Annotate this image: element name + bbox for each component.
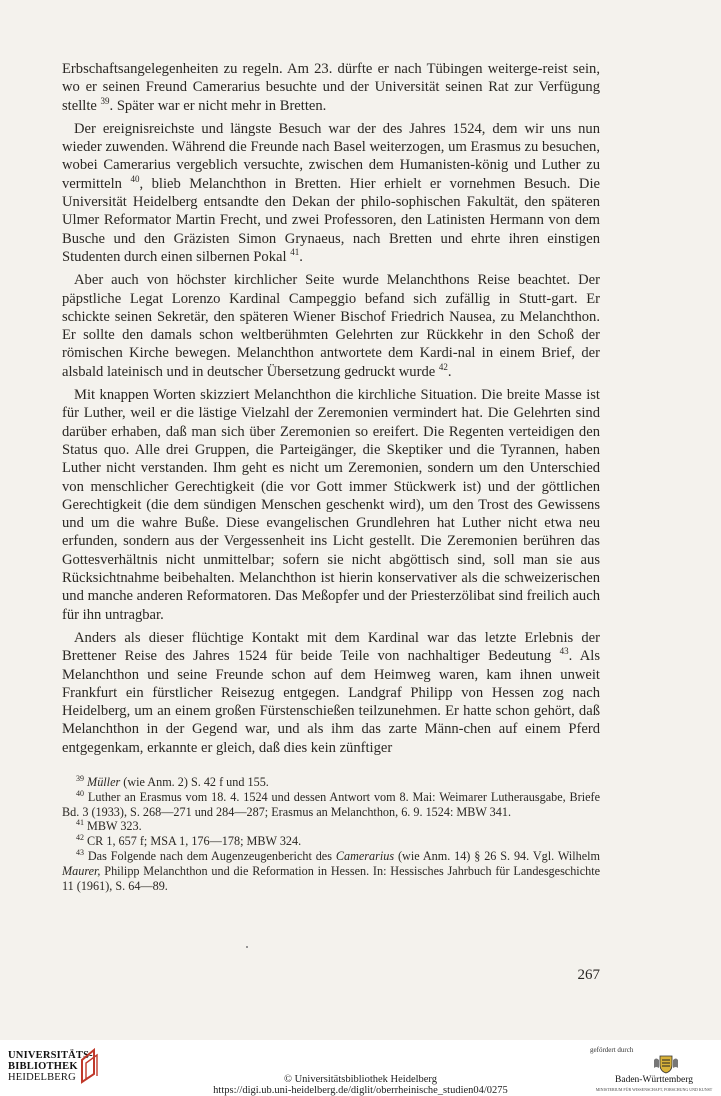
italic-text: Maurer,: [62, 863, 101, 878]
footnotes: [62, 775, 600, 893]
text-run: Luther an Erasmus vom 18. 4. 1524 und dessen Antwort vom 8. Mai: Weimarer Lutherausgabe, Briefe Bd. 3 (1933), S. 268—271 und 284—287; Erasmus an Melanchthon, 6. 9. 1524: MBW 341.: [62, 789, 601, 819]
italic-text: Camerarius: [335, 848, 395, 863]
text-run: MBW 323.: [87, 819, 142, 834]
paragraph: [62, 386, 600, 624]
text-run: Aber auch von höchster kirchlicher Seite wurde Melanchthons Reise beachtet. Der päpstliche Legat Lorenzo Kardinal Campeggio befand sich zufällig in Stutt-gart. Er schickte seinen Sekretär, den späteren Wiener Bischof Friedrich Nausea, zu Melanchthon. Er sollte den damals schon weltberühmten Gelehrten zur Rückkehr in den Schoß der römischen Kirche bewegen. Melanchthon antwortete dem Kardi-nal in einem Brief, der alsbald lateinisch und in deutscher Übersetzung gedruckt wurde: [62, 272, 600, 380]
text-run: Der ereignisreichste und längste Besuch war der des Jahres 1524, dem wir uns nun wieder zuwenden. Während die Freunde nach Basel weiterzogen, um Erasmus zu besuchen, wobei Camerarius vergeblich versuchte, zwischen dem Humanisten-könig und Luther zu vermitteln: [62, 120, 600, 192]
paragraph: [62, 271, 600, 381]
footnote: [62, 790, 600, 820]
footnote: [62, 849, 600, 893]
ministry-name: MINISTERIUM FÜR WISSENSCHAFT, FORSCHUNG UND KUNST: [595, 1087, 713, 1092]
footnote-number: 40: [76, 788, 84, 798]
footnote-reference: 43: [559, 646, 569, 657]
italic-text: Müller: [87, 775, 121, 789]
text-run: .: [299, 248, 303, 265]
footnote: [62, 775, 600, 790]
footnote-number: 41: [76, 818, 84, 828]
paragraph: [62, 120, 600, 266]
text-run: Mit knappen Worten skizziert Melanchthon die kirchliche Situation. Die breite Masse ist für Luther, weil er die lästige Vielzahl der Zeremonien vermindert hat. Die Gelehrten sind darüber erhaben, daß man sich über Zeremonien so ereifert. Die Regenten verteidigen den Status quo. Alle drei Gruppen, die Parteigänger, die Skeptiker und die Tyrannen, haben Luther nicht verstanden. Ihm geht es nicht um Zeremonien, sondern um den Unterschied von menschlicher Gerechtigkeit (die vor Gott immer Stückwerk ist) und der göttlichen Gerechtigkeit (die dem sündigen Menschen geschenkt wird), um den Trost des Gewissens und um die wahre Buße. Diese evangelischen Grundlehren hat Luther nicht etwa neu erfunden, sondern aus der Vergessenheit ins Licht gestellt. Die Zeremonien berühren das Gottesverhältnis nicht unmittelbar; sofern sie nicht abgöttisch sind, soll man sie aus Rücksichtnahme beibehalten. Melanchthon ist hierin konservativer als die schweizerischen und manche anderen Reformatoren. Das Meßopfer und der Priesterzölibat sind freilich auch für ihn untragbar.: [62, 387, 600, 623]
permalink-url[interactable]: https://digi.ub.uni-heidelberg.de/diglit/oberrheinische_studien04/0275: [213, 1085, 508, 1096]
footnote: [62, 819, 600, 834]
library-name-line1: UNIVERSITÄTS-: [8, 1050, 93, 1061]
text-run: Das Folgende nach dem Augenzeugenbericht des: [87, 848, 336, 863]
text-run: (wie Anm. 14) § 26 S. 94. Vgl. Wilhelm: [394, 848, 600, 863]
copyright-notice: © Universitätsbibliothek Heidelberg: [283, 1074, 437, 1085]
footnote: [62, 834, 600, 849]
state-coat-of-arms-icon: [652, 1054, 680, 1074]
text-run: Erbschaftsangelegenheiten zu regeln. Am 23. dürfte er nach Tübingen weiterge-reist sein, wo er seinen Freund Camerarius besuchte und der Universität seinen Rat zur Verfügung stellte: [62, 61, 600, 114]
body-text: [62, 60, 600, 757]
text-run: (wie Anm. 2) S. 42 f und 155.: [120, 775, 269, 789]
text-run: Anders als dieser flüchtige Kontakt mit dem Kardinal war das letzte Erlebnis der Brettener Reise des Jahres 1524 für beide Teile von nachhaltiger Bedeutung: [62, 629, 600, 665]
state-name: Baden-Württemberg: [615, 1075, 693, 1085]
text-run: .: [447, 363, 452, 380]
page-number: 267: [577, 967, 600, 983]
paragraph: [62, 629, 600, 757]
footnote-reference: 41: [290, 247, 300, 258]
funding-label: gefördert durch: [590, 1046, 634, 1054]
footnote-reference: 39: [100, 95, 110, 106]
text-run: , blieb Melanchthon in Bretten. Hier erhielt er vornehmen Besuch. Die Universität Heidelberg entsandte den Dekan der philo-sophischen Fakultät, den späteren Ulmer Reformator Martin Frecht, und zwei Professoren, den Latinisten Hermann von dem Busche und den Gräzisten Simon Grynaeus, nach Bretten und ehrte ihren einstigen Studenten durch einen silbernen Pokal: [62, 175, 600, 265]
scan-speck: [246, 946, 248, 948]
text-run: CR 1, 657 f; MSA 1, 176—178; MBW 324.: [87, 834, 302, 849]
footnote-number: 39: [76, 773, 84, 783]
footnote-reference: 42: [438, 361, 448, 372]
library-name-line2: BIBLIOTHEK: [8, 1061, 78, 1072]
text-run: . Als Melanchthon und seine Freunde schon auf dem Heimweg waren, kam ihnen unweit Frankfurt ein fürstlicher Reisezug entgegen. Landgraf Philipp von Hessen zog nach Heidelberg, um an einem großen Fürstenschießen teilzunehmen. Er hatte schon gehört, daß Melanchthon in der Gegend war, und als ihm das zarte Männ-chen auf einem Pferd entgegenkam, erkannte er gleich, daß dies kein zünftiger: [62, 648, 601, 756]
footnote-number: 42: [76, 833, 84, 843]
text-run: . Später war er nicht mehr in Bretten.: [109, 97, 327, 114]
footnote-number: 43: [76, 847, 84, 857]
paragraph: [62, 60, 600, 115]
text-run: Philipp Melanchthon und die Reformation in Hessen. In: Hessisches Jahrbuch für Landesgeschichte 11 (1961), S. 64—89.: [62, 863, 600, 893]
library-name-line3: HEIDELBERG: [8, 1072, 76, 1083]
footnote-reference: 40: [130, 173, 140, 184]
